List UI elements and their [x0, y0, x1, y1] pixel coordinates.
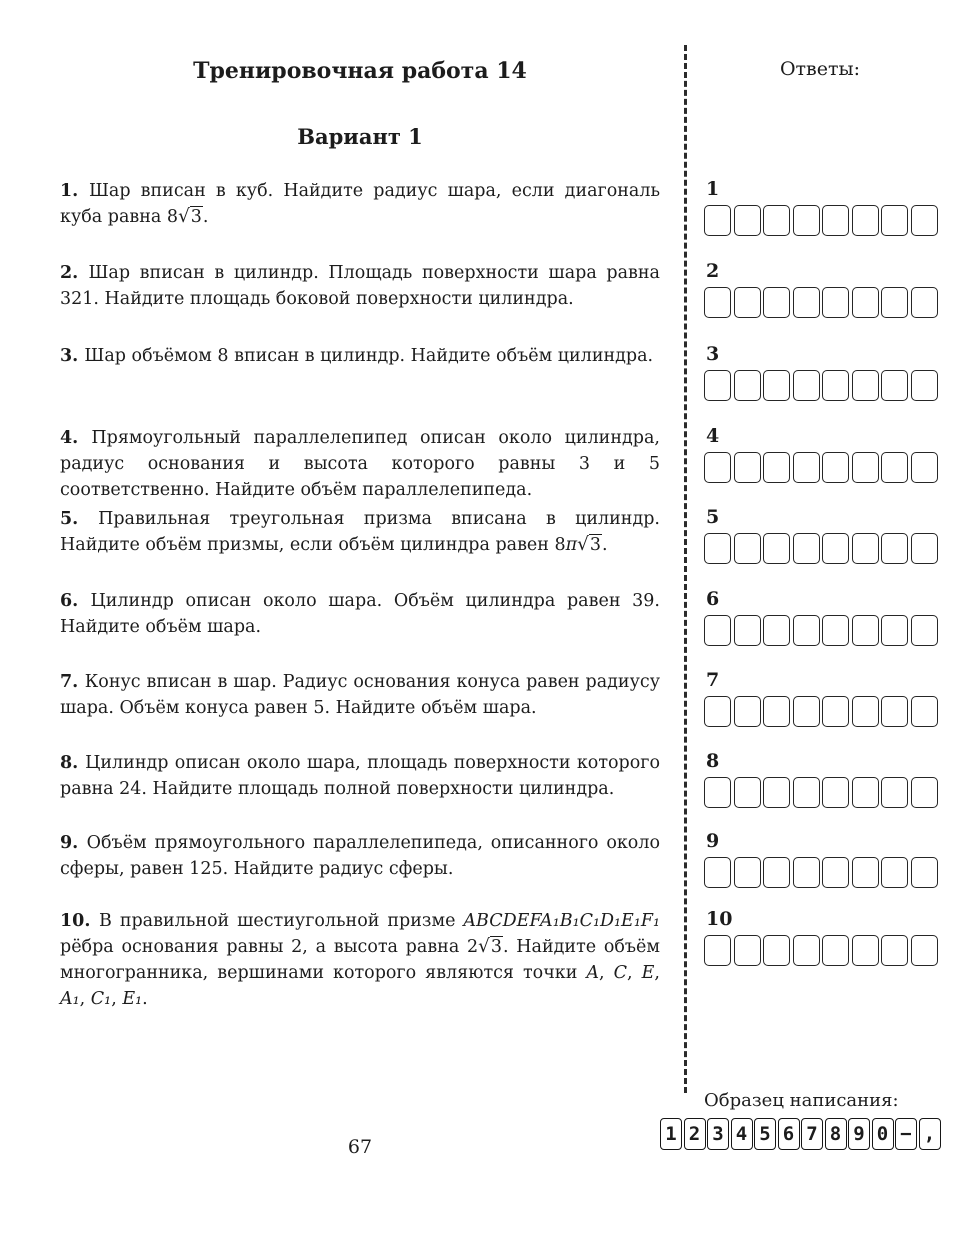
problem-8	[60, 750, 660, 802]
problem-number: 8.	[60, 753, 86, 773]
sample-character-cell: 3	[707, 1118, 729, 1150]
answer-cells-row	[704, 777, 940, 808]
answer-cell	[734, 777, 761, 808]
answer-cells-row	[704, 615, 940, 646]
answer-cell	[763, 696, 790, 727]
answer-cell	[822, 857, 849, 888]
sqrt-expression	[478, 937, 503, 957]
answer-block-9	[704, 830, 940, 888]
answer-block-8	[704, 750, 940, 808]
answer-cell	[881, 205, 908, 236]
answer-cell	[704, 287, 731, 318]
problem-2	[60, 260, 660, 312]
problem-text: Шар вписан в цилиндр. Площадь поверхности шара равна 321. Найдите площадь боковой поверхности цилиндра.	[60, 263, 660, 309]
problem-3	[60, 343, 660, 369]
math-expression: A₁	[60, 989, 80, 1009]
answer-cell	[763, 533, 790, 564]
answer-cell	[822, 696, 849, 727]
answer-cell	[911, 935, 938, 966]
radical-sign: √	[478, 936, 490, 957]
answer-cell	[822, 370, 849, 401]
answer-cell	[911, 696, 938, 727]
math-expression: A	[586, 963, 600, 983]
page-title: Тренировочная работа 14	[193, 58, 527, 84]
problem-text: . Найдите объём многогранника, вершинами которого являются точки	[60, 937, 660, 983]
problem-text: .	[142, 989, 148, 1009]
answer-cells-row	[704, 696, 940, 727]
answer-cell	[793, 533, 820, 564]
sample-character-cell: 8	[825, 1118, 847, 1150]
answer-number: 6	[706, 588, 720, 610]
answer-cell	[911, 287, 938, 318]
answer-cells-row	[704, 370, 940, 401]
problem-text: ,	[627, 963, 642, 983]
sample-character-cell: 1	[660, 1118, 682, 1150]
answer-cell	[852, 205, 879, 236]
answer-cells-row	[704, 533, 940, 564]
answer-cell	[852, 287, 879, 318]
answer-cell	[793, 777, 820, 808]
answers-column	[700, 0, 945, 1245]
problem-text: ,	[111, 989, 123, 1009]
answer-number: 8	[706, 750, 720, 772]
answer-cell	[763, 452, 790, 483]
problem-number: 4.	[60, 428, 92, 448]
answer-cell	[852, 615, 879, 646]
answer-cell	[881, 615, 908, 646]
answer-cell	[793, 935, 820, 966]
answer-cell	[704, 533, 731, 564]
answer-block-10	[704, 908, 940, 966]
problem-number: 9.	[60, 833, 87, 853]
answer-number: 4	[706, 425, 720, 447]
problem-number: 5.	[60, 509, 99, 529]
answer-cell	[881, 777, 908, 808]
math-expression: C₁	[90, 989, 112, 1009]
problem-text: .	[602, 535, 608, 555]
answer-cell	[763, 857, 790, 888]
answer-cell	[822, 533, 849, 564]
answer-cell	[911, 205, 938, 236]
answer-number: 7	[706, 669, 720, 691]
answer-number: 10	[706, 908, 733, 930]
answer-cell	[881, 935, 908, 966]
answer-cell	[911, 777, 938, 808]
answer-block-4	[704, 425, 940, 483]
answer-cells-row	[704, 287, 940, 318]
answer-number: 1	[706, 178, 720, 200]
radicand: 3	[490, 937, 502, 957]
answer-cell	[793, 857, 820, 888]
answer-cell	[763, 205, 790, 236]
math-expression: C	[613, 963, 628, 983]
answer-cells-row	[704, 935, 940, 966]
answer-cell	[852, 857, 879, 888]
problem-number: 7.	[60, 672, 85, 692]
answer-cell	[911, 452, 938, 483]
answer-cell	[734, 533, 761, 564]
answer-cell	[734, 452, 761, 483]
sample-character-cell: 0	[872, 1118, 894, 1150]
problem-number: 2.	[60, 263, 89, 283]
answer-cells-row	[704, 452, 940, 483]
sample-writing-label: Образец написания:	[704, 1090, 899, 1111]
sample-character-cell: ,	[919, 1118, 941, 1150]
answer-cell	[822, 777, 849, 808]
answer-cell	[704, 615, 731, 646]
problem-text: Объём прямоугольного параллелепипеда, описанного около сферы, равен 125. Найдите радиус сферы.	[60, 833, 660, 879]
problem-number: 10.	[60, 911, 99, 931]
answer-cell	[852, 777, 879, 808]
answer-cell	[881, 287, 908, 318]
answer-cell	[793, 696, 820, 727]
sample-character-cell: 7	[801, 1118, 823, 1150]
radicand: 3	[190, 207, 202, 227]
answer-cell	[822, 615, 849, 646]
answer-cell	[763, 777, 790, 808]
answer-number: 9	[706, 830, 720, 852]
answer-cell	[763, 287, 790, 318]
problem-7	[60, 669, 660, 721]
answer-cell	[881, 533, 908, 564]
answer-cell	[822, 452, 849, 483]
sample-character-cell: 5	[754, 1118, 776, 1150]
radical-sign: √	[577, 534, 589, 555]
answer-block-3	[704, 343, 940, 401]
problem-1	[60, 178, 660, 230]
problem-text: Цилиндр описан около шара. Объём цилиндра равен 39. Найдите объём шара.	[60, 591, 660, 637]
answer-block-5	[704, 506, 940, 564]
variant-title: Вариант 1	[297, 124, 423, 149]
answer-cell	[704, 935, 731, 966]
answer-cell	[763, 370, 790, 401]
answer-cell	[852, 533, 879, 564]
answer-cell	[881, 696, 908, 727]
problem-10	[60, 908, 660, 1012]
answer-cell	[734, 370, 761, 401]
answer-number: 3	[706, 343, 720, 365]
problem-text: Шар вписан в куб. Найдите радиус шара, если диагональ куба равна 8	[60, 181, 660, 227]
answer-cell	[734, 935, 761, 966]
sample-character-cell: 6	[778, 1118, 800, 1150]
problem-text: Конус вписан в шар. Радиус основания конуса равен радиусу шара. Объём конуса равен 5. Найдите объём шара.	[60, 672, 660, 718]
problem-5	[60, 506, 660, 558]
answer-number: 2	[706, 260, 720, 282]
answer-cell	[881, 452, 908, 483]
answers-label: Ответы:	[779, 58, 861, 80]
answer-cell	[793, 615, 820, 646]
answer-cell	[734, 857, 761, 888]
answer-cell	[763, 615, 790, 646]
sample-character-cell: 9	[848, 1118, 870, 1150]
problem-number: 3.	[60, 346, 85, 366]
problem-text: Цилиндр описан около шара, площадь поверхности которого равна 24. Найдите площадь полной поверхности цилиндра.	[60, 753, 660, 799]
answer-cell	[911, 615, 938, 646]
answer-cell	[704, 205, 731, 236]
answer-cell	[822, 287, 849, 318]
problem-text: Прямоугольный параллелепипед описан около цилиндра, радиус основания и высота которого равны 3 и 5 соответственно. Найдите объём параллелепипеда.	[60, 428, 660, 500]
answer-cell	[734, 696, 761, 727]
answer-block-2	[704, 260, 940, 318]
sqrt-expression	[577, 535, 602, 555]
sample-character-cell: −	[895, 1118, 917, 1150]
answer-cell	[734, 205, 761, 236]
radicand: 3	[589, 535, 602, 555]
answer-cells-row	[704, 857, 940, 888]
answer-cell	[911, 857, 938, 888]
answer-cell	[852, 696, 879, 727]
problem-text: В правильной шестиугольной призме	[98, 911, 464, 931]
problem-text: ,	[599, 963, 614, 983]
answer-cell	[704, 857, 731, 888]
answer-cell	[822, 205, 849, 236]
answer-cell	[911, 370, 938, 401]
answer-cell	[704, 370, 731, 401]
answer-cell	[734, 615, 761, 646]
math-expression: ABCDEFA₁B₁C₁D₁E₁F₁	[463, 911, 660, 931]
answer-cell	[852, 935, 879, 966]
answer-block-1	[704, 178, 940, 236]
answer-number: 5	[706, 506, 720, 528]
math-expression: E₁	[122, 989, 143, 1009]
answer-cell	[793, 370, 820, 401]
answer-cell	[793, 287, 820, 318]
answer-cell	[793, 452, 820, 483]
answer-cell	[704, 696, 731, 727]
sample-writing	[660, 1090, 950, 1150]
answer-block-7	[704, 669, 940, 727]
sqrt-expression	[178, 207, 203, 227]
answer-cell	[881, 370, 908, 401]
math-expression: π	[565, 535, 578, 555]
problem-text: .	[202, 207, 209, 227]
answer-cell	[734, 287, 761, 318]
answer-cell	[704, 777, 731, 808]
problem-text: ,	[654, 963, 660, 983]
problem-number: 1.	[60, 181, 89, 201]
answer-cell	[763, 935, 790, 966]
answer-cell	[704, 452, 731, 483]
answer-cell	[793, 205, 820, 236]
sample-character-cell: 2	[684, 1118, 706, 1150]
sample-characters-row	[660, 1118, 950, 1150]
problem-6	[60, 588, 660, 640]
answer-cell	[881, 857, 908, 888]
problem-9	[60, 830, 660, 882]
answer-cell	[911, 533, 938, 564]
problem-text: ,	[79, 989, 91, 1009]
problem-text: Правильная треугольная призма вписана в цилиндр. Найдите объём призмы, если объём цилиндра равен 8	[60, 509, 660, 555]
answer-block-6	[704, 588, 940, 646]
answer-cell	[822, 935, 849, 966]
problem-text: рёбра основания равны 2, а высота равна 2	[60, 937, 479, 957]
radical-sign: √	[178, 206, 190, 227]
dashed-divider	[684, 45, 687, 1093]
answer-cell	[852, 452, 879, 483]
answer-cell	[852, 370, 879, 401]
sample-character-cell: 4	[731, 1118, 753, 1150]
math-expression: E	[641, 963, 655, 983]
problem-4	[60, 425, 660, 503]
page-number: 67	[347, 1136, 373, 1158]
problem-number: 6.	[60, 591, 91, 611]
problem-text: Шар объёмом 8 вписан в цилиндр. Найдите объём цилиндра.	[84, 346, 654, 366]
answer-cells-row	[704, 205, 940, 236]
